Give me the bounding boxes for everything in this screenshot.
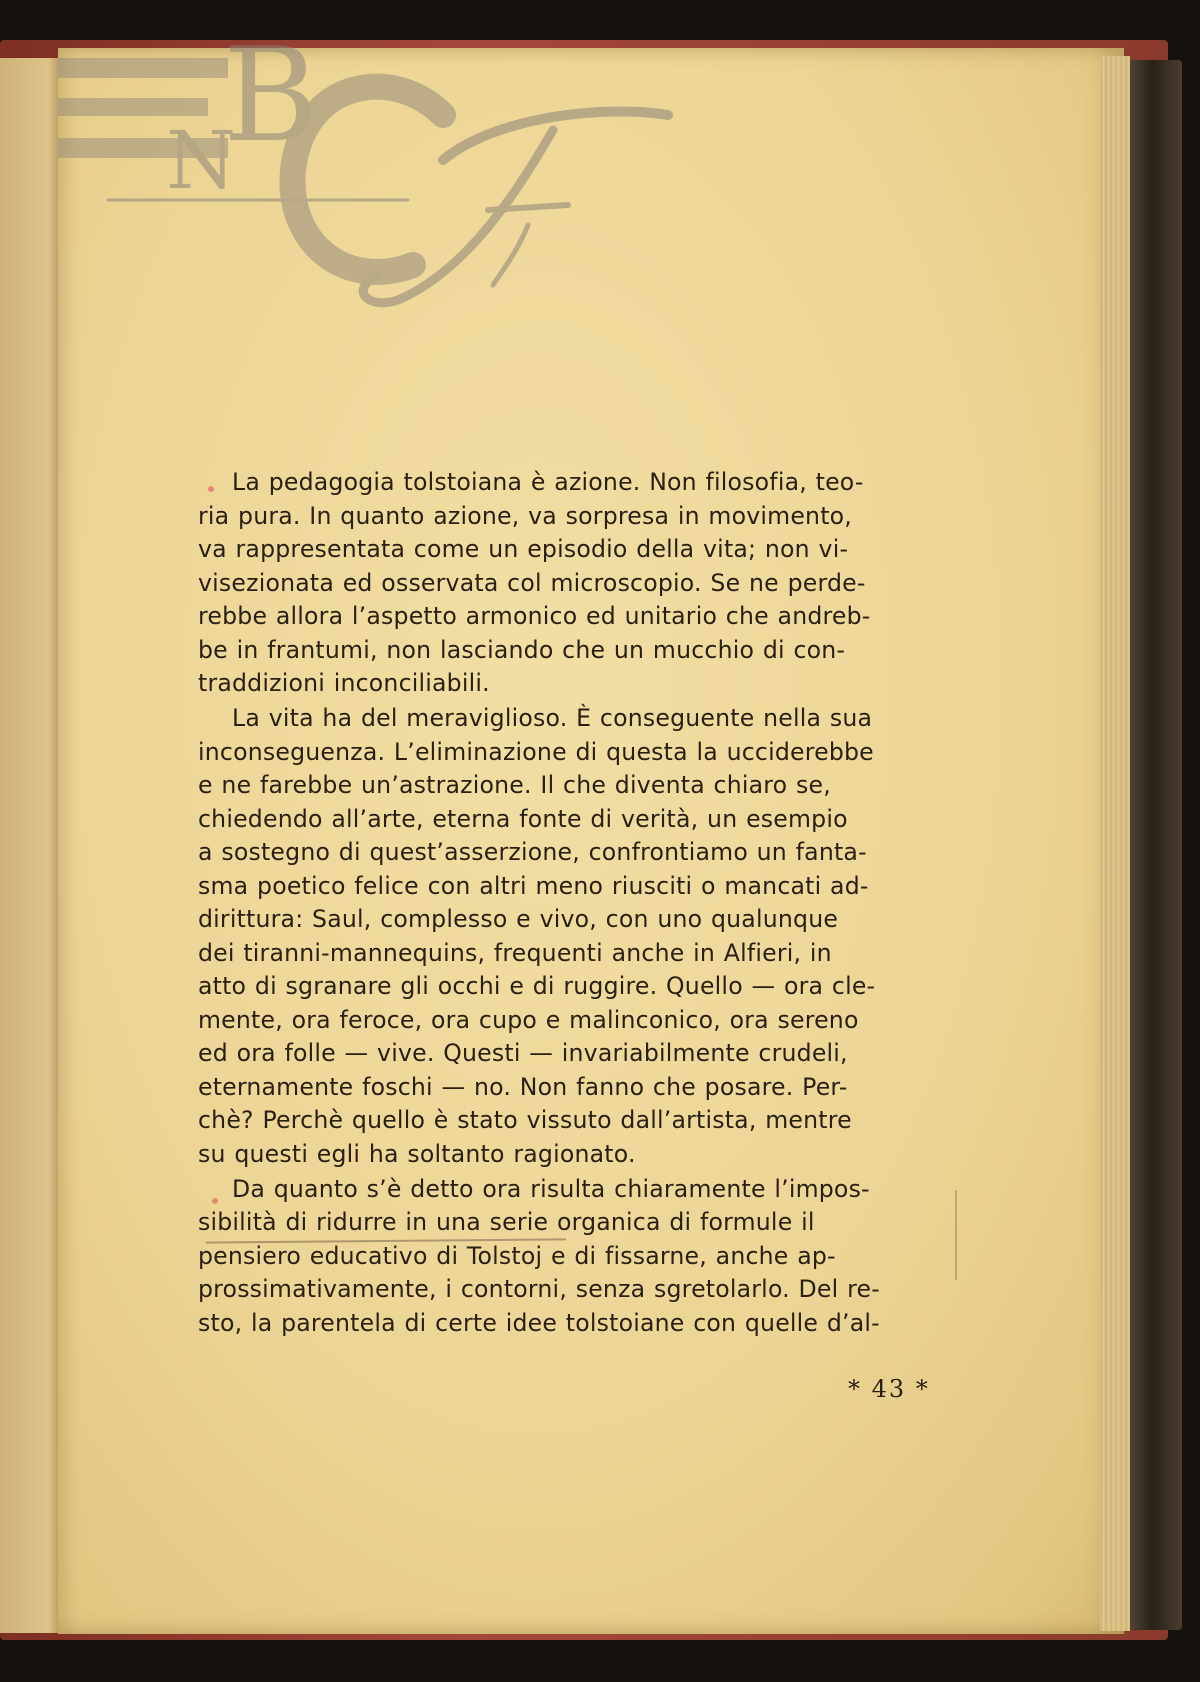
pencil-margin-mark [955, 1190, 957, 1280]
page-number: * 43 * [848, 1375, 930, 1403]
library-watermark-logo [48, 20, 708, 340]
body-text [198, 466, 933, 1342]
svg-text:N: N [166, 114, 236, 207]
paragraph-2: La vita ha del meraviglioso. È conseguente nella sua inconseguenza. L’eliminazione di questa la ucciderebbe e ne farebbe un’astrazione. Il che diventa chiaro se, chiedendo all’arte, eterna fonte di verità, un esempio a sostegno di quest’asserzione, confrontiamo un fanta- sma poetico felice con altri meno riusciti o mancati ad- dirittura: Saul, complesso e vivo, con uno qualunque dei tiranni-mannequins, frequenti anche in Alfieri, in atto di sgranare gli occhi e di ruggire. Quello — ora cle- mente, ora feroce, ora cupo e malinconico, ora sereno ed ora folle — vive. Questi — invariabilmente crudeli, eternamente foschi — no. Non fanno che posare. Per- chè? Perchè quello è stato vissuto dall’artista, mentre su questi egli ha soltanto ragionato. [198, 704, 876, 1168]
paragraph-1: La pedagogia tolstoiana è azione. Non filosofia, teo- ria pura. In quanto azione, va sorpresa in movimento, va rappresentata come un episodio della vita; non vi- visezionata ed osservata col microscopio. Se ne perde- rebbe allora l’aspetto armonico ed unitario che andreb- be in frantumi, non lasciando che un mucchio di con- traddizioni inconciliabili. [198, 468, 871, 697]
paragraph-3: Da quanto s’è detto ora risulta chiaramente l’impos- sibilità di ridurre in una serie organica di formule il pensiero educativo di Tolstoj e di fissarne, anche ap- prossimativamente, i contorni, senza sgretolarlo. Del re- sto, la parentela di certe idee tolstoiane con quelle d’al- [198, 1174, 880, 1337]
page-block-edges [1100, 56, 1130, 1631]
book-spine [1122, 60, 1182, 1630]
svg-text:B: B [223, 20, 319, 171]
